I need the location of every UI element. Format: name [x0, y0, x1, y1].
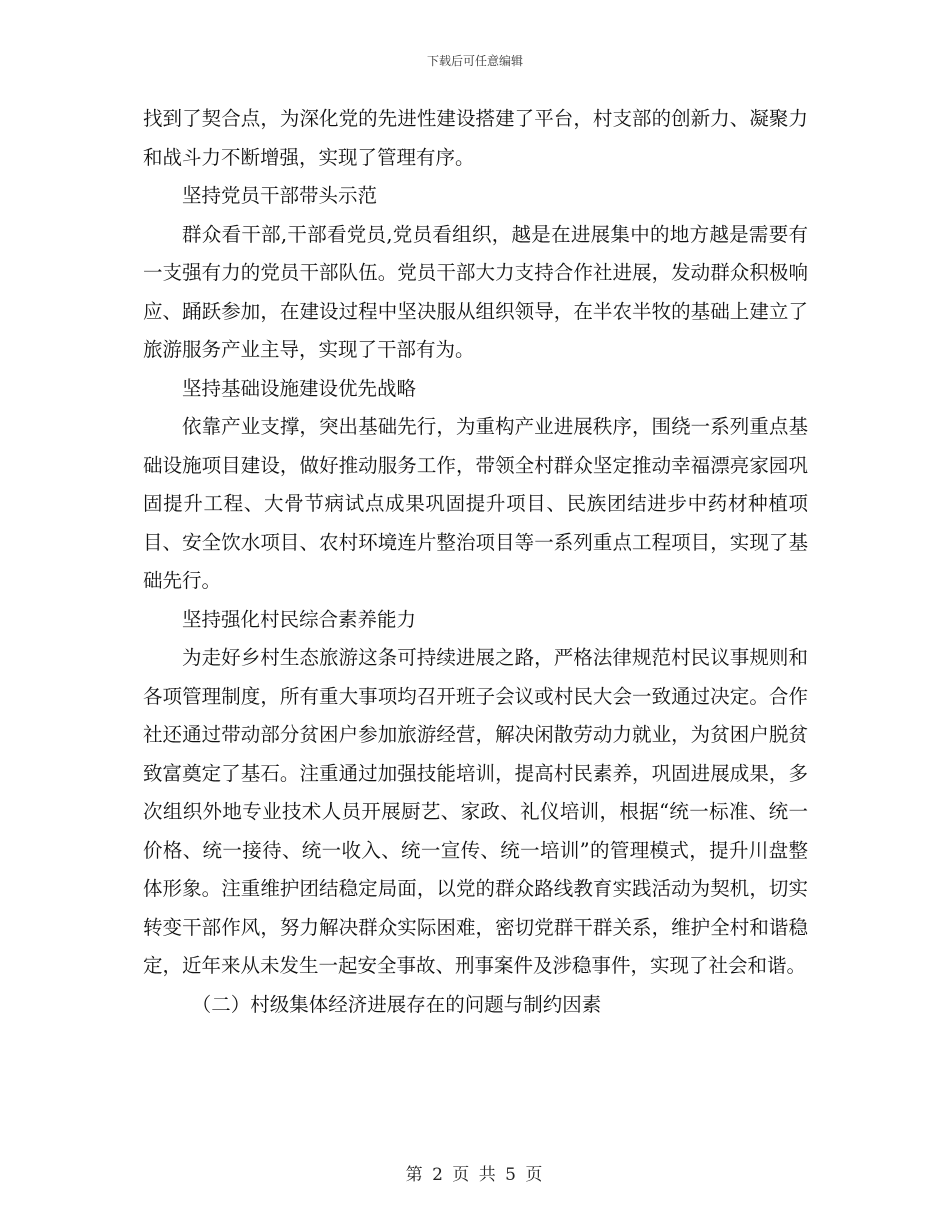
- page-number-footer: 第 2 页 共 5 页: [405, 1165, 545, 1185]
- paragraph-cadre-example: 群众看干部,干部看党员,党员看组织，越是在进展集中的地方越是需要有一支强有力的党员干部队伍。党员干部大力支持合作社进展，发动群众积极响应、踊跃参加，在建设过程中坚决服从组织领导，在半农半牧的基础上建立了旅游服务产业主导，实现了干部有为。: [143, 222, 808, 361]
- page-header: 下载后可任意编辑: [426, 54, 523, 68]
- subheading-cadre-example: 坚持党员干部带头示范: [182, 184, 378, 207]
- paragraph-continuation: 找到了契合点，为深化党的先进性建设搭建了平台，村支部的创新力、凝聚力和战斗力不断增强，实现了管理有序。: [143, 107, 808, 169]
- subheading-villager-quality: 坚持强化村民综合素养能力: [182, 607, 417, 631]
- section-heading-problems: （二）村级集体经济进展存在的问题与制约因素: [191, 992, 602, 1016]
- subheading-infrastructure: 坚持基础设施建设优先战略: [182, 376, 417, 400]
- paragraph-villager-quality: 为走好乡村生态旅游这条可持续进展之路，严格法律规范村民议事规则和各项管理制度，所有重大事项均召开班子会议或村民大会一致通过决定。合作社还通过带动部分贫困户参加旅游经营，解决闲散劳动力就业，为贫困户脱贫致富奠定了基石。注重通过加强技能培训，提高村民素养，巩固进展成果，多次组织外地专业技术人员开展厨艺、家政、礼仪培训，根据“统一标准、统一价格、统一接待、统一收入、统一宣传、统一培训”的管理模式，提升川盘整体形象。注重维护团结稳定局面，以党的群众路线教育实践活动为契机，切实转变干部作风，努力解决群众实际困难，密切党群干群关系，维护全村和谐稳定，近年来从未发生一起安全事故、刑事案件及涉稳事件，实现了社会和谐。: [143, 646, 808, 977]
- paragraph-infrastructure: 依靠产业支撑，突出基础先行，为重构产业进展秩序，围绕一系列重点基础设施项目建设，做好推动服务工作，带领全村群众坚定推动幸福漂亮家园巩固提升工程、大骨节病试点成果巩固提升项目、民族团结进步中药材种植项目、安全饮水项目、农村环境连片整治项目等一系列重点工程项目，实现了基础先行。: [143, 415, 808, 592]
- document-body: [143, 100, 808, 1024]
